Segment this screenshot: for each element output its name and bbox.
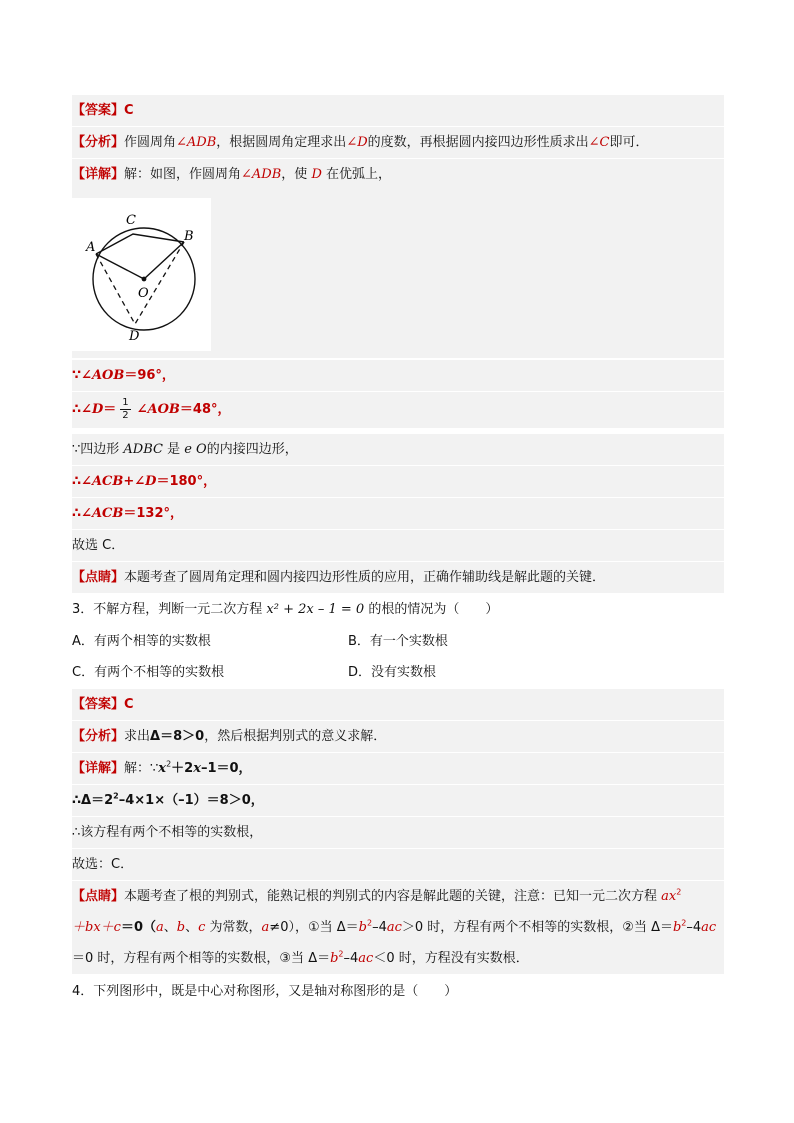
detail-text-3: 在优弧上，: [321, 167, 392, 182]
q2-answer-row: [72, 95, 724, 126]
q3-line2-text-5: ＞0 时，方程有两个不相等的实数根，②当 Δ＝: [401, 920, 673, 935]
step2-eq: ＝: [103, 402, 117, 417]
q3-answer-tag: 【答案】: [72, 697, 125, 712]
q3-stem-text: 3．不解方程，判断一元二次方程: [72, 602, 267, 617]
step5-angle: ∠ACB: [81, 506, 124, 521]
q3-line2-sep2: 、: [185, 920, 199, 935]
q3-line2-sep1: 、: [163, 920, 177, 935]
detail-angle-adb: ∠ADB: [241, 167, 282, 182]
label-o: O: [138, 286, 149, 301]
q2-step-3: [72, 434, 724, 465]
fraction-denominator: 2: [122, 410, 129, 421]
q3-line2-text-2: 为常数，: [205, 920, 262, 935]
q3-comment-line-3: [72, 943, 724, 974]
q3-line2-c: c: [198, 920, 206, 935]
q2-step-5: [72, 498, 724, 529]
q3-detail-text: 解：∵: [124, 761, 159, 776]
q3-line2-text: ＝0（: [120, 920, 156, 935]
q3-step-1: [72, 785, 724, 816]
q3-detail-tag: 【详解】: [72, 761, 125, 776]
q3-comment-text: 本题考查了根的判别式，能熟记根的判别式的内容是解此题的关键，注意：已知一元二次方程: [124, 889, 662, 904]
q3-line3-text-3: ＜0 时，方程没有实数根．: [373, 951, 529, 966]
q3-step-2: [72, 817, 724, 848]
q3-comment-line-2: [72, 912, 724, 943]
analysis-text-3: 的度数，再根据圆内接四边形性质求出: [367, 135, 589, 150]
q3-comment-tag: 【点睛】: [72, 889, 125, 904]
q3-line2-a: a: [155, 920, 164, 935]
analysis-text-2: ，根据圆周角定理求出: [216, 135, 347, 150]
step1-value: ＝96°，: [124, 368, 175, 383]
q2-choose: [72, 530, 724, 561]
q3-step1-text: ∴Δ＝2: [72, 793, 114, 808]
step4-value: ＝180°，: [156, 474, 217, 489]
q3-options-row-2: [72, 657, 724, 688]
q3-line3-b: b: [330, 951, 339, 966]
option-b[interactable]: B．有一个实数根: [348, 634, 448, 649]
q3-line2-b2: b: [358, 920, 367, 935]
label-b: B: [184, 229, 194, 244]
step5-value: ＝132°，: [123, 506, 184, 521]
q3-analysis-row: [72, 721, 724, 752]
q3-line2-ac: ac: [386, 920, 402, 935]
fraction-numerator: 1: [122, 397, 129, 408]
q3-line2-text-6: –4: [686, 920, 702, 935]
analysis-text: 作圆周角: [124, 135, 177, 150]
q3-detail-row: [72, 753, 724, 784]
q3-analysis-tag: 【分析】: [72, 729, 125, 744]
q2-step-2: [72, 392, 724, 428]
label-c: C: [126, 213, 136, 228]
step5-prefix: ∴: [72, 506, 82, 521]
step4-plus: +: [123, 474, 135, 489]
step4-prefix: ∴: [72, 474, 82, 489]
step3-mid: 是: [162, 442, 185, 457]
q3-detail-text-2: ＋2: [171, 761, 194, 776]
q3-comment-line-1: [72, 881, 724, 912]
q3-analysis-text-2: ，然后根据判别式的意义求解．: [204, 729, 387, 744]
q3-line2-ac-2: ac: [701, 920, 717, 935]
label-a: A: [86, 240, 96, 255]
analysis-angle-c: ∠C: [588, 135, 610, 150]
q3-detail-sup: 2: [166, 759, 172, 769]
step2-prefix: ∴: [72, 402, 82, 417]
comment-tag: 【点睛】: [72, 570, 125, 585]
q4-stem-text: 4．下列图形中，既是中心对称图形，又是轴对称图形的是（ ）: [72, 984, 458, 999]
option-c[interactable]: C．有两个不相等的实数根: [72, 665, 225, 680]
q3-line2-a2: a: [261, 920, 270, 935]
step3-prefix: ∵四边形: [72, 442, 124, 457]
q3-answer-row: [72, 689, 724, 720]
chords-acb: [96, 234, 184, 254]
analysis-angle-adb: ∠ADB: [176, 135, 217, 150]
q3-comment-ax: ax: [661, 889, 677, 904]
step2-angle-2: ∠AOB: [136, 402, 180, 417]
detail-text-2: ，使: [281, 167, 312, 182]
answer-value: C: [124, 103, 134, 118]
q3-line2-b: b: [176, 920, 186, 935]
q2-figure-area: [72, 190, 724, 358]
option-a[interactable]: A．有两个相等的实数根: [72, 634, 211, 649]
q2-step-4: [72, 466, 724, 497]
detail-d: D: [311, 167, 322, 182]
q3-step2-text: ∴该方程有两个不相等的实数根，: [72, 825, 263, 840]
q2-step-1: [72, 360, 724, 391]
q3-options-row-1: [72, 626, 724, 657]
circle-figure: [72, 198, 211, 351]
q2-detail-row: [72, 159, 724, 190]
q3-comment-sup: 2: [676, 887, 682, 897]
q3-choose: [72, 849, 724, 880]
q3-line2-b3: b: [672, 920, 682, 935]
q3-line3-ac: ac: [358, 951, 374, 966]
q3-line2-sup-2: 2: [681, 918, 687, 928]
q3-analysis-delta: Δ＝8＞0: [150, 729, 205, 744]
q3-stem-end: 的根的情况为（ ）: [364, 602, 499, 617]
choose-text: 故选 C．: [72, 538, 125, 553]
q3-detail-x: x: [193, 761, 201, 776]
q3-analysis-text: 求出: [124, 729, 151, 744]
q3-line2-bx: ＋bx＋c: [72, 920, 121, 935]
q2-analysis-row: [72, 127, 724, 158]
analysis-angle-d: ∠D: [346, 135, 368, 150]
circle-diagram: [72, 198, 211, 351]
q3-detail-x2: x: [158, 761, 167, 776]
q3-stem: [72, 594, 724, 625]
q3-line2-sup: 2: [366, 918, 373, 928]
label-d: D: [129, 329, 140, 344]
q2-comment: [72, 562, 724, 593]
step3-circle: e O: [184, 442, 207, 457]
comment-text: 本题考查了圆周角定理和圆内接四边形性质的应用，正确作辅助线是解此题的关键．: [124, 570, 606, 585]
q3-line2-text-3: ≠0），①当 Δ＝: [269, 920, 359, 935]
step1-angle: ∠AOB: [81, 368, 125, 383]
q3-step1-sup: 2: [113, 791, 119, 801]
step2-angle: ∠D: [81, 402, 104, 417]
q4-stem: [72, 976, 724, 1007]
option-d[interactable]: D．没有实数根: [348, 665, 437, 680]
step1-prefix: ∵: [72, 368, 82, 383]
q3-line2-text-4: –4: [372, 920, 387, 935]
fraction-half: [120, 397, 130, 422]
detail-tag: 【详解】: [72, 167, 125, 182]
q3-line3-sup: 2: [338, 949, 344, 959]
center-dot: [142, 277, 147, 282]
q3-step1-text-2: –4×1×（–1）＝8＞0，: [118, 793, 264, 808]
q3-answer-value: C: [124, 697, 134, 712]
q3-choose-text: 故选：C．: [72, 857, 134, 872]
answer-tag: 【答案】: [72, 103, 125, 118]
step3-quad: ADBC: [123, 442, 163, 457]
analysis-tag: 【分析】: [72, 135, 125, 150]
q3-line3-text: ＝0 时，方程有两个相等的实数根，③当 Δ＝: [72, 951, 331, 966]
detail-text: 解：如图，作圆周角: [124, 167, 242, 182]
q3-line3-text-2: –4: [343, 951, 359, 966]
q3-equation: x² + 2x – 1 = 0: [266, 602, 365, 617]
step2-value: ＝48°，: [179, 402, 231, 417]
analysis-text-4: 即可．: [609, 135, 649, 150]
step4-angle-1: ∠ACB: [81, 474, 124, 489]
step3-end: 的内接四边形，: [206, 442, 298, 457]
q3-detail-text-3: –1＝0，: [200, 761, 252, 776]
step4-angle-2: ∠D: [134, 474, 157, 489]
